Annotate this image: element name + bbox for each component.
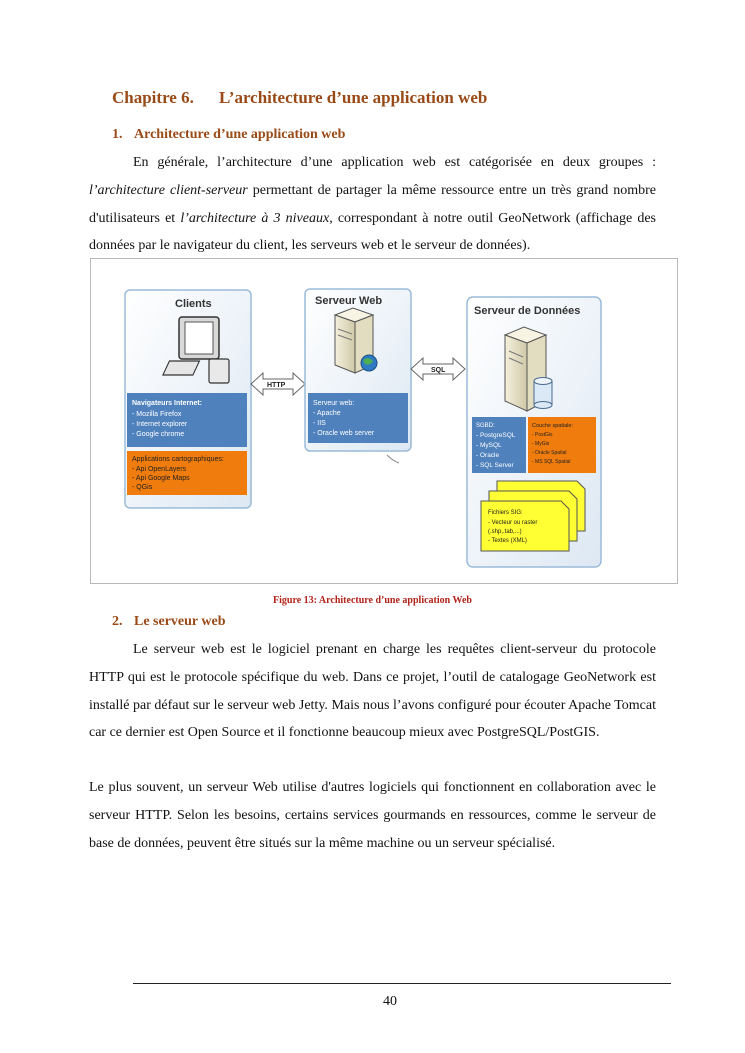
sgbd-item: - PostgreSQL xyxy=(476,432,516,439)
spatial-item: - PostGis xyxy=(532,432,553,438)
paragraph-1-italic-3-tier: l’architecture à 3 niveaux xyxy=(180,210,330,226)
figure-architecture xyxy=(90,258,678,584)
globe-icon xyxy=(361,355,377,371)
section-2-index: 2. xyxy=(112,614,123,629)
web-server-item: - IIS xyxy=(313,420,326,427)
chapter-number: Chapitre 6. xyxy=(112,88,194,107)
web-server-panel xyxy=(305,289,411,463)
browser-item: - Google chrome xyxy=(132,431,185,438)
paragraph-3-text: Le plus souvent, un serveur Web utilise d'autres logiciels qui fonctionnent en collaboration avec le serveur HTTP. Selon les besoins, certains services gourmands en ressources, comme le serveur de base de données, peuvent être situés sur la même machine ou un serveur spécialisé. xyxy=(89,780,656,851)
web-server-item: - Apache xyxy=(313,410,341,417)
paragraph-1-part-3: , correspondant à notre outil GeoNetwork (affichage des données par le navigateur du client, les serveurs web et le serveur de données). xyxy=(89,210,657,254)
sgbd-item: - SQL Server xyxy=(476,462,514,469)
app-item: - Api Google Maps xyxy=(132,475,190,482)
web-server-item: - Oracle web server xyxy=(313,430,375,437)
page-number: 40 xyxy=(383,994,397,1009)
browsers-heading: Navigateurs Internet: xyxy=(132,400,203,407)
paragraph-1-part-2: permettant de partager la même ressource entre un très grand nombre d'utilisateurs et xyxy=(89,182,656,226)
data-server-title: Serveur de Données xyxy=(474,305,581,317)
paragraph-2-text: Le serveur web est le logiciel prenant en charge les requêtes client-serveur du protocole HTTP qui est le protocole spécifique du web. Dans ce projet, l’outil de catalogage GeoNetwork est installé par défaut sur le serveur web Jetty. Mais nous l’avons configuré pour écouter Apache Tomcat car ce dernier est Open Source et il fonctionne beaucoup mieux avec PostgreSQL/PostGIS. xyxy=(89,642,656,741)
browser-item: - Mozilla Firefox xyxy=(132,411,182,418)
spatial-item: - MyGis xyxy=(532,441,550,447)
sql-label: SQL xyxy=(431,367,446,374)
sgbd-item: - Oracle xyxy=(476,452,500,459)
chapter-heading-text: L’architecture d’une application web xyxy=(219,88,488,107)
web-server-heading: Serveur web: xyxy=(313,400,355,407)
app-item: - Api OpenLayers xyxy=(132,466,187,473)
paragraph-1-italic-client-server: l’architecture client-serveur xyxy=(89,182,248,198)
clients-title: Clients xyxy=(175,298,212,310)
section-1-title xyxy=(112,127,345,143)
sgbd-item: - MySQL xyxy=(476,442,502,449)
spatial-item: - MS SQL Spatial xyxy=(532,459,571,465)
web-server-title: Serveur Web xyxy=(315,295,383,307)
sgbd-heading: SGBD: xyxy=(476,423,495,429)
database-icon xyxy=(534,378,552,409)
paragraph-http-collaboration xyxy=(89,774,656,857)
chapter-title xyxy=(112,88,487,108)
http-label: HTTP xyxy=(267,382,286,389)
section-2-title xyxy=(112,614,226,630)
browser-item: - Internet explorer xyxy=(132,421,188,428)
spatial-heading: Couche spatiale: xyxy=(532,423,573,429)
sql-arrow xyxy=(411,358,465,380)
paragraph-1-part-1: En générale, l’architecture d’une application web est catégorisée en deux groupes : xyxy=(133,155,656,170)
paragraph-architecture xyxy=(89,149,656,260)
data-server-panel xyxy=(467,297,601,567)
sig-file-item: - Vecteur ou raster xyxy=(488,520,538,526)
figure-caption: Figure 13: Architecture d’une application Web xyxy=(273,595,472,606)
sig-files-heading: Fichiers SIG: xyxy=(488,510,523,516)
app-item: - QGis xyxy=(132,484,153,491)
sig-file-item: - Textes (XML) xyxy=(488,538,527,544)
http-arrow xyxy=(251,373,305,395)
section-2-heading-text: Le serveur web xyxy=(134,614,226,629)
section-1-heading-text: Architecture d’une application web xyxy=(134,127,346,142)
section-1-index: 1. xyxy=(112,127,123,142)
apps-heading: Applications cartographiques: xyxy=(132,456,224,463)
footer-rule xyxy=(133,983,671,984)
spatial-item: - Oracle Spatial xyxy=(532,450,567,456)
paragraph-web-server xyxy=(89,636,656,747)
sig-file-item: (.shp,.tab,...) xyxy=(488,529,522,535)
architecture-diagram xyxy=(91,259,677,583)
clients-panel xyxy=(125,290,251,508)
